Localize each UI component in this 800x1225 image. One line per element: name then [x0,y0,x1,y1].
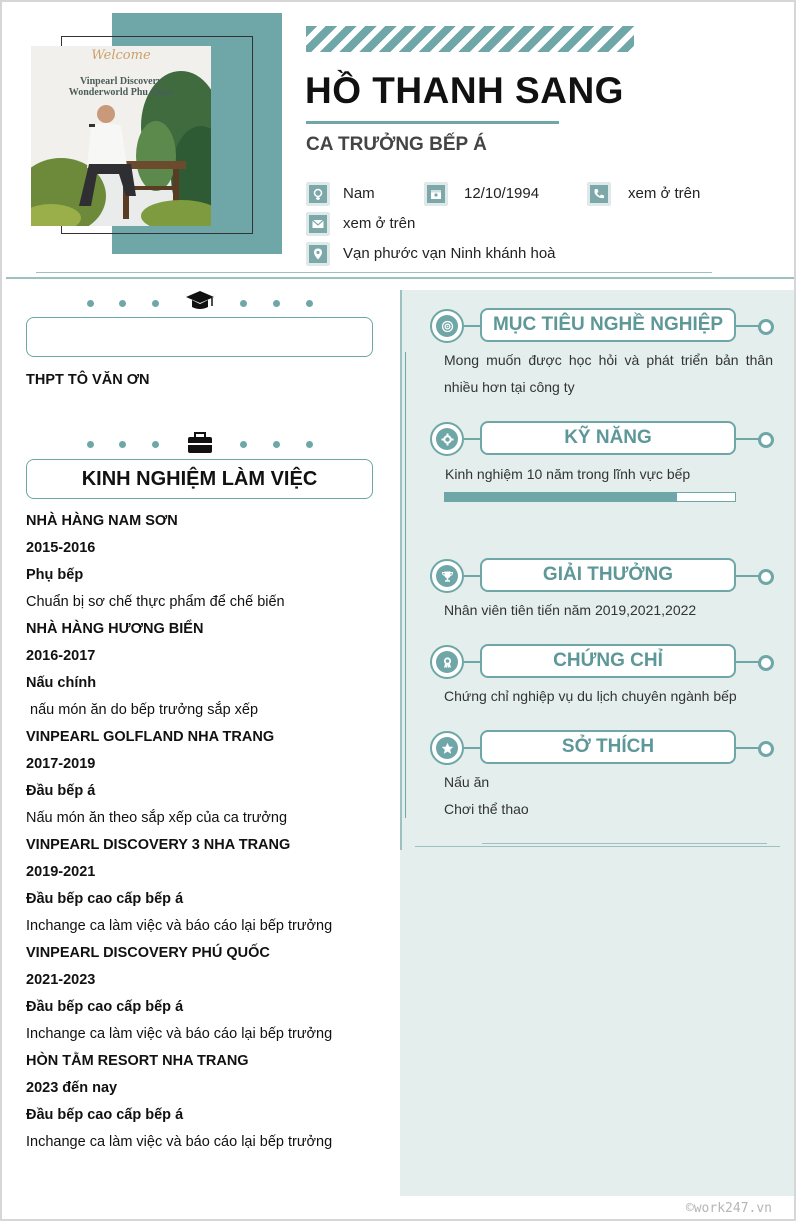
gender-value: Nam [343,185,375,202]
connector-end [758,741,774,757]
job-company: NHÀ HÀNG HƯƠNG BIỂN [26,621,204,637]
right-divider-thin [482,843,767,844]
objective-text-line1: Mong muốn được học hỏi và phát triển bản thân [444,352,773,368]
job-position: Nấu chính [26,675,97,691]
decor-dot [240,441,247,448]
decor-dot [119,441,126,448]
skills-badge [430,422,464,456]
graduation-cap-icon [184,288,216,314]
decor-dot [119,300,126,307]
name-underline [306,121,559,124]
objective-badge [430,309,464,343]
certificates-text: Chứng chỉ nghiệp vụ du lịch chuyên ngành bếp [444,688,737,704]
job-period: 2023 đến nay [26,1080,118,1096]
job-company: VINPEARL DISCOVERY PHÚ QUỐC [26,945,270,961]
decor-dot [273,441,280,448]
job-description: nấu món ăn do bếp trưởng sắp xếp [26,702,259,718]
candidate-name: HỒ THANH SANG [305,70,624,111]
job-period: 2017-2019 [26,756,96,772]
connector-end [758,569,774,585]
gender-icon [306,182,330,206]
job-period: 2016-2017 [26,648,96,664]
certificates-heading: CHỨNG CHỈ [480,644,736,678]
skills-heading: KỸ NĂNG [480,421,736,455]
decor-dot [306,300,313,307]
awards-text: Nhân viên tiên tiến năm 2019,2021,2022 [444,602,697,618]
job-description: Inchange ca làm việc và báo cáo lại bếp trưởng [26,1134,333,1150]
hobbies-heading: SỞ THÍCH [480,730,736,764]
column-divider [400,290,402,850]
watermark: ©work247.vn [685,1201,772,1216]
hobby-item: Chơi thể thao [444,801,529,817]
job-description: Chuẩn bị sơ chế thực phẩm để chế biến [26,594,285,610]
target-icon [441,320,454,333]
phone-value: xem ở trên [628,185,701,202]
photo-illustration [31,46,211,226]
decor-dot [273,300,280,307]
trophy-icon [441,570,454,583]
medal-icon [441,656,454,669]
job-description: Inchange ca làm việc và báo cáo lại bếp trưởng [26,918,333,934]
column-divider-thin [405,352,406,818]
calendar-icon [424,182,448,206]
objective-heading: MỤC TIÊU NGHỀ NGHIỆP [480,308,736,342]
skill-name: Kinh nghiệm 10 năm trong lĩnh vực bếp [445,466,691,482]
photo-banner-line1: Vinpearl Discovery [79,76,163,87]
job-position: Đầu bếp cao cấp bếp á [26,1107,184,1123]
location-icon [306,242,330,266]
avatar-photo [31,46,211,226]
right-divider [415,846,780,847]
decor-dot [240,300,247,307]
connector-end [758,655,774,671]
awards-badge [430,559,464,593]
job-period: 2021-2023 [26,972,96,988]
decor-dot [87,441,94,448]
job-company: VINPEARL DISCOVERY 3 NHA TRANG [26,837,291,853]
phone-icon [587,182,611,206]
job-position: Phụ bếp [26,567,84,583]
address-value: Vạn phước vạn Ninh khánh hoà [343,245,556,262]
education-heading [26,317,373,357]
hobby-item: Nấu ăn [444,774,490,790]
job-description: Inchange ca làm việc và báo cáo lại bếp trưởng [26,1026,333,1042]
job-description: Nấu món ăn theo sắp xếp của ca trưởng [26,810,288,826]
header-divider-thin [36,272,712,273]
skill-bar-fill [445,493,677,501]
skill-bar [444,492,736,502]
header-divider [6,277,794,279]
birthdate-value: 12/10/1994 [464,185,540,202]
candidate-role: CA TRƯỞNG BẾP Á [306,134,487,155]
photo-banner-script: Welcome [91,48,151,63]
email-icon [306,212,330,236]
photo-banner-line2: Wonderworld Phu Quoc [68,87,174,98]
decor-dot [87,300,94,307]
job-position: Đầu bếp á [26,783,96,799]
experience-heading: KINH NGHIỆM LÀM VIỆC [26,459,373,499]
objective-text-line2: nhiều hơn tại công ty [444,379,575,395]
hobbies-badge [430,731,464,765]
decor-dot [152,300,159,307]
job-position: Đầu bếp cao cấp bếp á [26,891,184,907]
job-company: NHÀ HÀNG NAM SƠN [26,513,178,529]
job-company: HÒN TẰM RESORT NHA TRANG [26,1053,249,1069]
job-period: 2019-2021 [26,864,96,880]
job-company: VINPEARL GOLFLAND NHA TRANG [26,729,275,745]
awards-heading: GIẢI THƯỞNG [480,558,736,592]
certificates-badge [430,645,464,679]
connector-end [758,319,774,335]
connector-end [758,432,774,448]
decor-dot [306,441,313,448]
email-value: xem ở trên [343,215,416,232]
job-period: 2015-2016 [26,540,96,556]
briefcase-icon [186,431,214,455]
job-position: Đầu bếp cao cấp bếp á [26,999,184,1015]
school-name: THPT TÔ VĂN ƠN [26,372,150,388]
star-icon [441,742,454,755]
gear-icon [441,433,454,446]
decor-dot [152,441,159,448]
decorative-stripes [306,26,634,52]
